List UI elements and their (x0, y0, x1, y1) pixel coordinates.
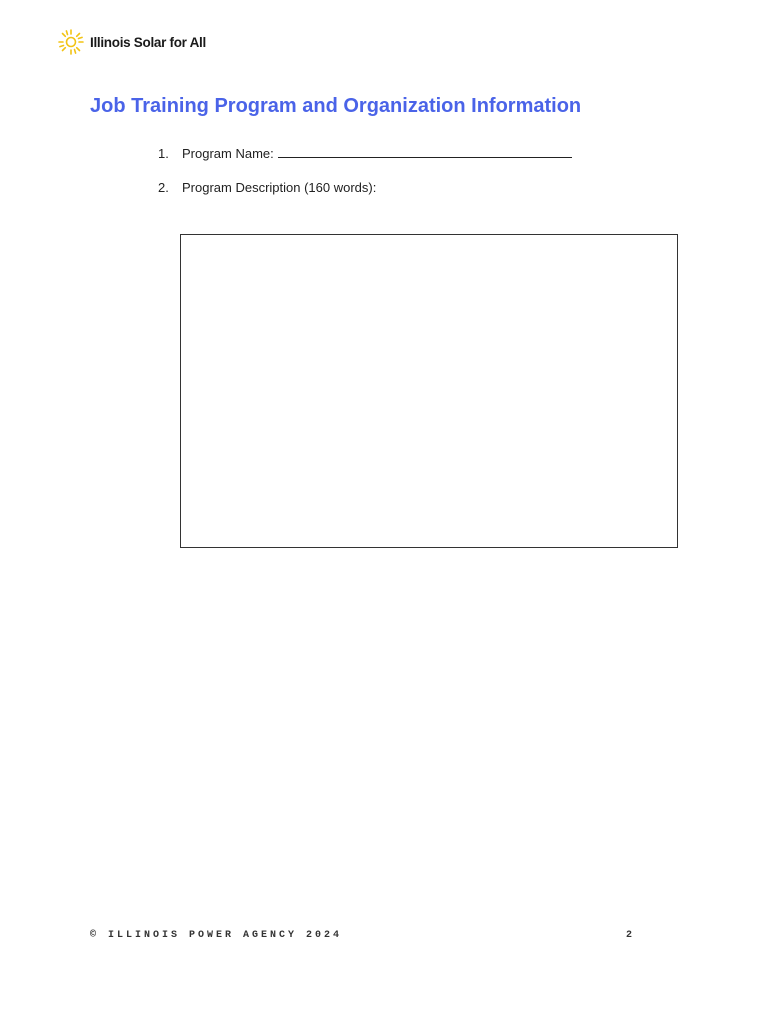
illinois-solar-logo (58, 29, 206, 55)
page-title: Job Training Program and Organization Information (90, 95, 582, 117)
question-program-description (158, 180, 376, 195)
question-label: Program Name: (182, 146, 274, 161)
program-name-field[interactable] (278, 143, 572, 158)
program-description-field[interactable] (180, 234, 678, 548)
page-number: 2 (626, 930, 633, 941)
question-label: Program Description (160 words): (182, 180, 377, 195)
footer-copyright: © ILLINOIS POWER AGENCY 2024 (90, 930, 343, 941)
sun-icon (58, 29, 84, 55)
question-number: 2. (158, 180, 169, 195)
question-number: 1. (158, 146, 169, 161)
question-program-name (158, 143, 572, 161)
logo-text: Illinois Solar for All (90, 34, 206, 50)
